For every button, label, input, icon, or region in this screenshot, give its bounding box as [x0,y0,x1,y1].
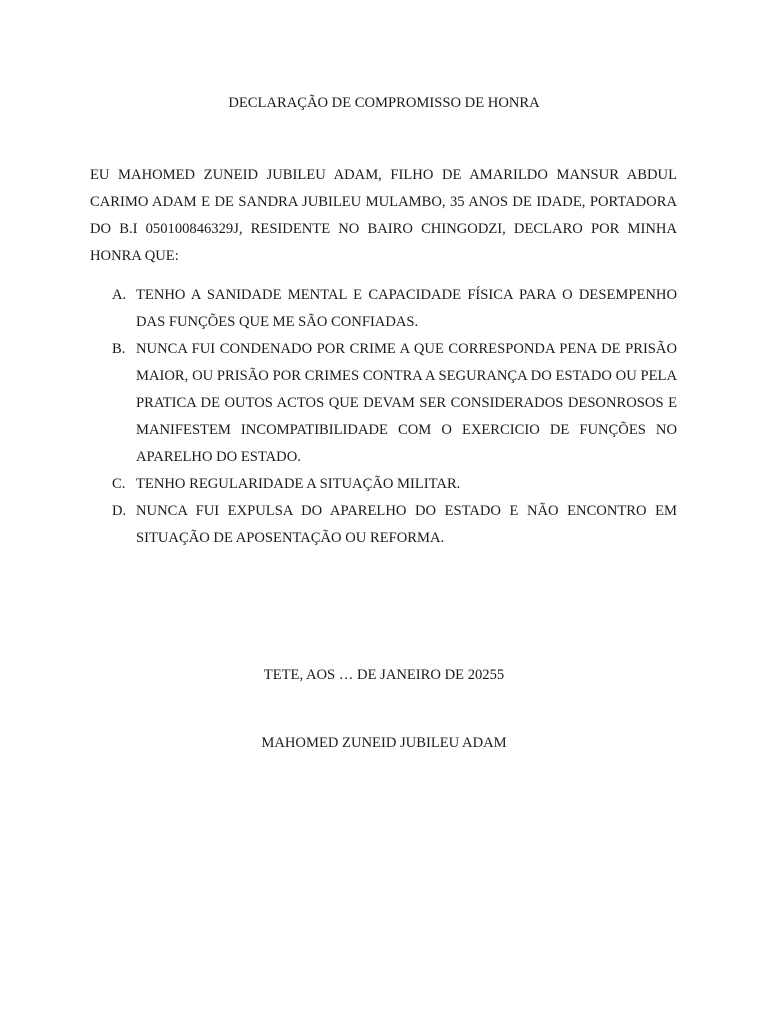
declaration-list [90,282,677,552]
list-item-text: NUNCA FUI EXPULSA DO APARELHO DO ESTADO E NÃO ENCONTRO EM SITUAÇÃO DE APOSENTAÇÃO OU REFORMA. [136,503,677,546]
list-item [90,282,677,336]
signature-name: MAHOMED ZUNEID JUBILEU ADAM [261,735,507,751]
place-and-date: TETE, AOS … DE JANEIRO DE 20255 [263,667,505,683]
document-title: DECLARAÇÃO DE COMPROMISSO DE HONRA [228,95,540,111]
list-item [90,471,677,498]
intro-paragraph: EU MAHOMED ZUNEID JUBILEU ADAM, FILHO DE AMARILDO MANSUR ABDUL CARIMO ADAM E DE SANDRA JUBILEU MULAMBO, 35 ANOS DE IDADE, PORTADORA DO B.I 050100846329J, RESIDENTE NO BAIRO CHINGODZI, DECLARO POR MINHA HONRA QUE: [90,167,677,264]
list-marker: D. [112,503,127,519]
list-marker: A. [112,287,127,303]
list-item-text: TENHO A SANIDADE MENTAL E CAPACIDADE FÍSICA PARA O DESEMPENHO DAS FUNÇÕES QUE ME SÃO CONFIADAS. [136,287,677,330]
list-marker: C. [112,476,126,492]
list-item-text: TENHO REGULARIDADE A SITUAÇÃO MILITAR. [136,476,461,492]
list-item [90,336,677,471]
list-item-text: NUNCA FUI CONDENADO POR CRIME A QUE CORRESPONDA PENA DE PRISÃO MAIOR, OU PRISÃO POR CRIMES CONTRA A SEGURANÇA DO ESTADO OU PELA PRATICA DE OUTOS ACTOS QUE DEVAM SER CONSIDERADOS DESONROSOS E MANIFESTEM INCOMPATIBILIDADE COM O EXERCICIO DE FUNÇÕES NO APARELHO DO ESTADO. [136,341,677,465]
list-item [90,498,677,552]
list-marker: B. [112,341,126,357]
